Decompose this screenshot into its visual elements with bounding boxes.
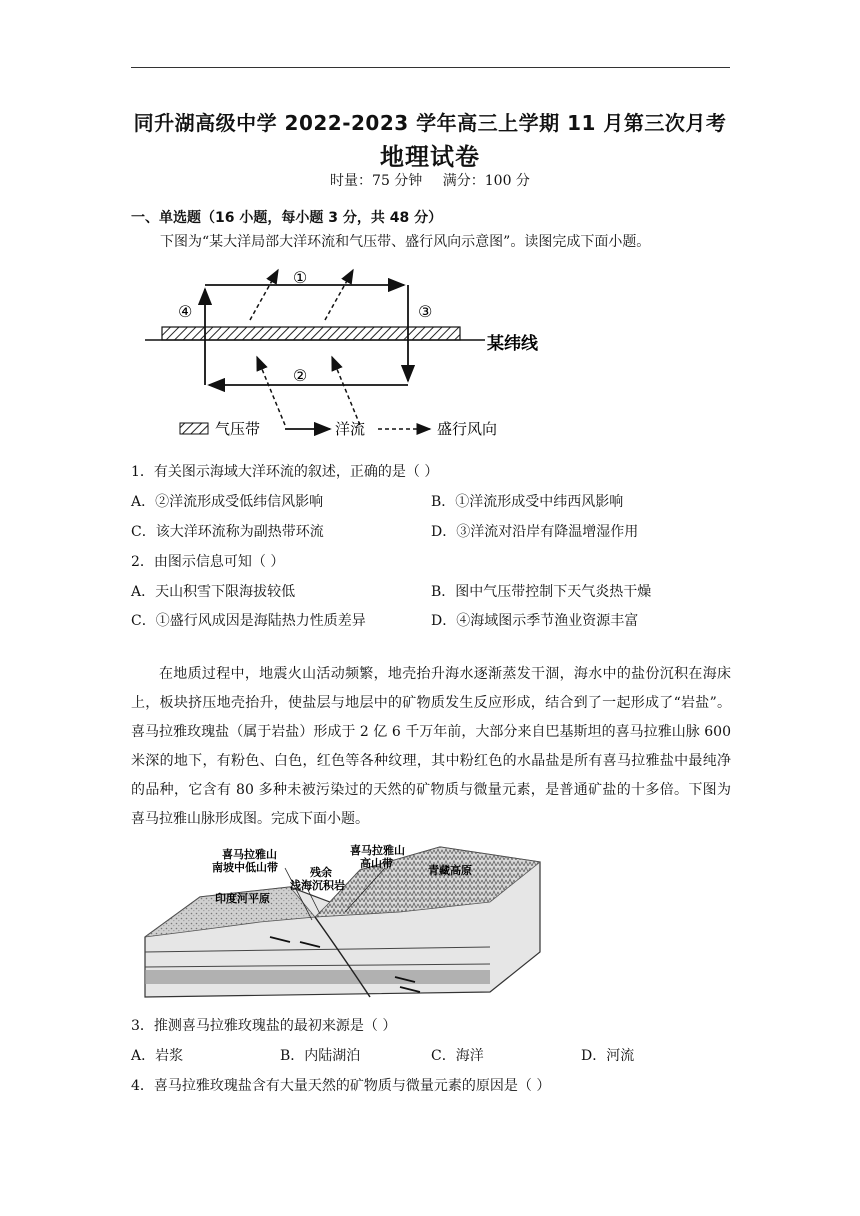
label-current-2: ② (292, 366, 308, 385)
label-plateau: 青藏高原 (428, 864, 472, 877)
label-current-3: ③ (418, 302, 433, 321)
legend-pressure-label: 气压带 (215, 420, 261, 438)
label-current-4: ④ (178, 302, 193, 321)
question-3-stem: 3．推测喜马拉雅玫瑰盐的最初来源是（ ） (131, 1018, 397, 1034)
himalaya-formation-figure (140, 842, 580, 1007)
passage-text: 在地质过程中，地震火山活动频繁，地壳抬升海水逐渐蒸发干涸，海水中的盐份沉积在海床上，板块挤压地壳抬升，使盐层与地层中的矿物质发生反应形成，结合到了一起形成了“岩盐”。喜马拉雅玫瑰盐（属于岩盐）形成于 2 亿 6 千万年前，大部分来自巴基斯坦的喜马拉雅山脉 600 米深的地下，有粉色、白色，红色等各种纹理，其中粉红色的水晶盐是所有喜马拉雅盐中最纯净的品种，它含有 80 多种未被污染过的天然的矿物质与微量元素，是普通矿盐的十多倍。下图为喜马拉雅山脉形成图。完成下面小题。 (131, 666, 731, 827)
question-3-option-b: B．内陆湖泊 (280, 1048, 361, 1064)
question-2-option-d: D．④海域图示季节渔业资源丰富 (431, 613, 639, 629)
label-south-slope: 喜马拉雅山南坡中低山带 (212, 848, 278, 874)
exam-time: 时量：75 分钟 (330, 173, 423, 189)
wind-arrow (332, 357, 360, 425)
question-1-option-a: A．②洋流形成受低纬信风影响 (131, 494, 324, 510)
wind-arrow (325, 270, 353, 320)
label-residual-rock: 残余浅海沉积岩 (290, 866, 345, 892)
question-1-option-c: C．该大洋环流称为副热带环流 (131, 524, 324, 540)
question-3-option-a: A．岩浆 (131, 1048, 184, 1064)
exam-title: 同升湖高级中学 2022-2023 学年高三上学期 11 月第三次月考 (133, 111, 727, 135)
exam-score: 满分：100 分 (442, 173, 530, 189)
reading-passage (131, 660, 731, 834)
legend-pressure-swatch (180, 423, 208, 434)
label-high-mountain: 喜马拉雅山高山带 (350, 844, 405, 870)
exam-meta (0, 170, 860, 190)
label-latitude: 某纬线 (487, 334, 538, 354)
question-2-option-c: C．①盛行风成因是海陆热力性质差异 (131, 613, 366, 629)
section-heading: 一、单选题（16 小题，每小题 3 分，共 48 分） (131, 210, 443, 226)
question-2-option-b: B．图中气压带控制下天气炎热干燥 (431, 584, 652, 600)
legend-current-label: 洋流 (335, 420, 366, 438)
section-intro: 下图为“某大洋局部大洋环流和气压带、盛行风向示意图”。读图完成下面小题。 (160, 234, 651, 250)
label-current-1: ① (292, 268, 308, 287)
question-1-stem: 1．有关图示海域大洋环流的叙述，正确的是（ ） (131, 464, 439, 480)
question-1-option-d: D．③洋流对沿岸有降温增湿作用 (431, 524, 639, 540)
wind-arrow (257, 357, 285, 425)
exam-subject: 地理试卷 (380, 143, 480, 171)
ocean-circulation-figure (140, 255, 560, 445)
top-rule (131, 67, 730, 68)
question-1-option-b: B．①洋流形成受中纬西风影响 (431, 494, 624, 510)
label-plain: 印度河平原 (215, 892, 270, 905)
legend-wind-label: 盛行风向 (437, 420, 498, 438)
question-3-option-c: C．海洋 (431, 1048, 484, 1064)
rock-layer (145, 970, 490, 984)
question-2-stem: 2．由图示信息可知（ ） (131, 554, 285, 570)
pressure-belt (162, 327, 460, 340)
question-4-stem: 4．喜马拉雅玫瑰盐含有大量天然的矿物质与微量元素的原因是（ ） (131, 1078, 551, 1094)
question-3-option-d: D．河流 (581, 1048, 635, 1064)
question-2-option-a: A．天山积雪下限海拔较低 (131, 584, 296, 600)
wind-arrow (250, 270, 278, 320)
